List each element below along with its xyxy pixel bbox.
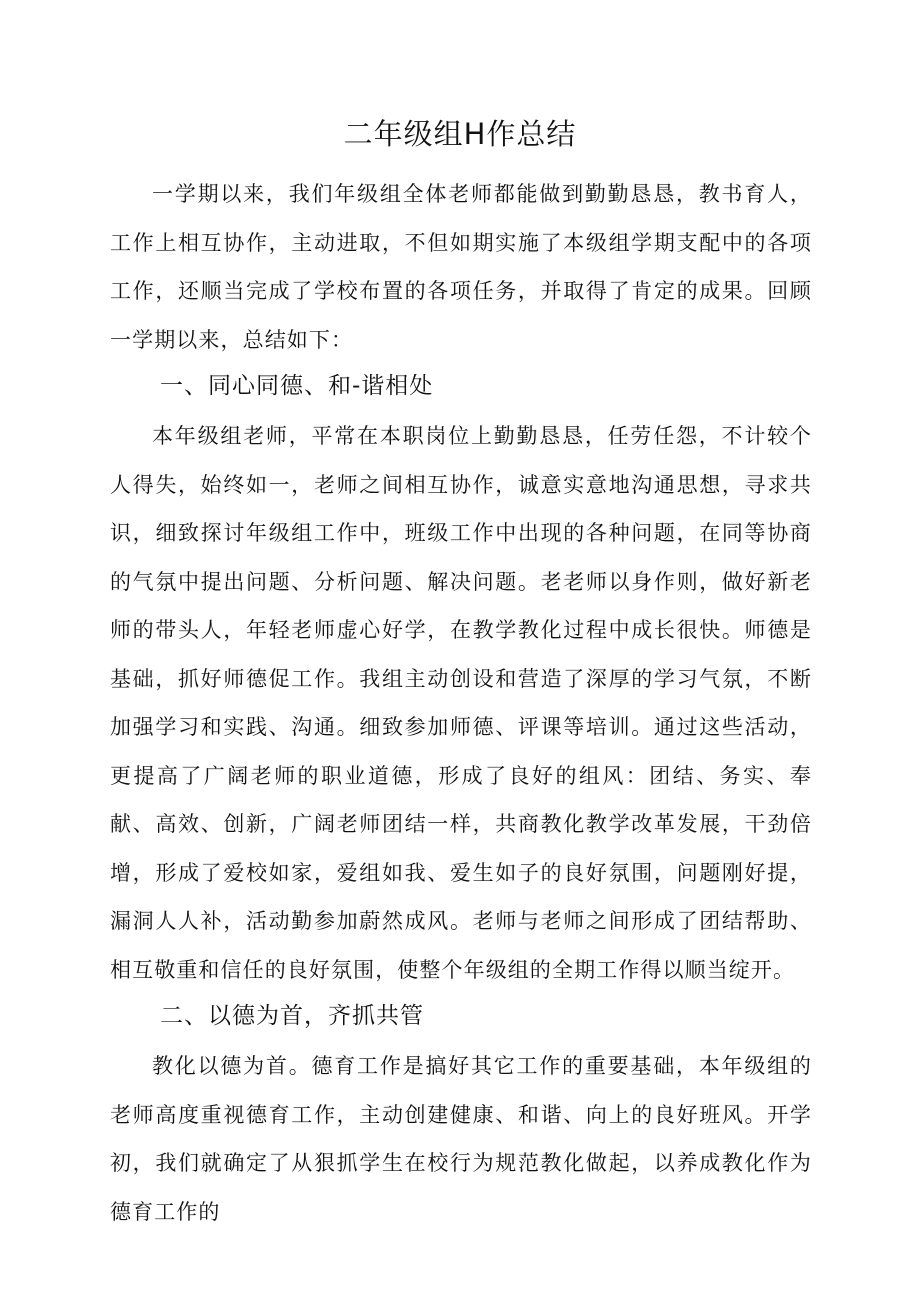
section-1-paragraph: 本年级组老师，平常在本职岗位上勤勤恳恳，任劳任怨，不计较个人得失，始终如一，老师之间相互协作，诚意实意地沟通思想，寻求共识，细致探讨年级组工作中，班级工作中出现的各种问题，在同等协商的气氛中提出问题、分析问题、解决问题。老老师以身作则，做好新老师的带头人，年轻老师虚心好学，在教学教化过程中成长很快。师德是基础，抓好师德促工作。我组主动创设和营造了深厚的学习气氛，不断加强学习和实践、沟通。细致参加师德、评课等培训。通过这些活动，更提高了广阔老师的职业道德，形成了良好的组风：团结、务实、奉献、高效、创新，广阔老师团结一样，共商教化教学改革发展，干劲倍增，形成了爱校如家，爱组如我、爱生如子的良好氛围，问题刚好提，漏洞人人补，活动勤参加蔚然成风。老师与老师之间形成了团结帮助、相互敬重和信任的良好氛围，使整个年级组的全期工作得以顺当绽开。 — [110, 424, 812, 982]
document-title: 二年级组H作总结 — [343, 117, 577, 151]
section-2-paragraph: 教化以德为首。德育工作是搞好其它工作的重要基础，本年级组的老师高度重视德育工作，主动创建健康、和谐、向上的良好班风。开学初，我们就确定了从狠抓学生在校行为规范教化做起，以养成教化作为德育工作的 — [110, 1054, 812, 1224]
section-2-heading: 二、以德为首，齐抓共管 — [160, 1003, 424, 1029]
intro-paragraph: 一学期以来，我们年级组全体老师都能做到勤勤恳恳，教书育人，工作上相互协作，主动进取，不但如期实施了本级组学期支配中的各项工作，还顺当完成了学校布置的各项任务，并取得了肯定的成果。回顾一学期以来，总结如下： — [110, 182, 812, 352]
section-1-heading: 一、同心同德、和-谐相处 — [160, 373, 434, 399]
